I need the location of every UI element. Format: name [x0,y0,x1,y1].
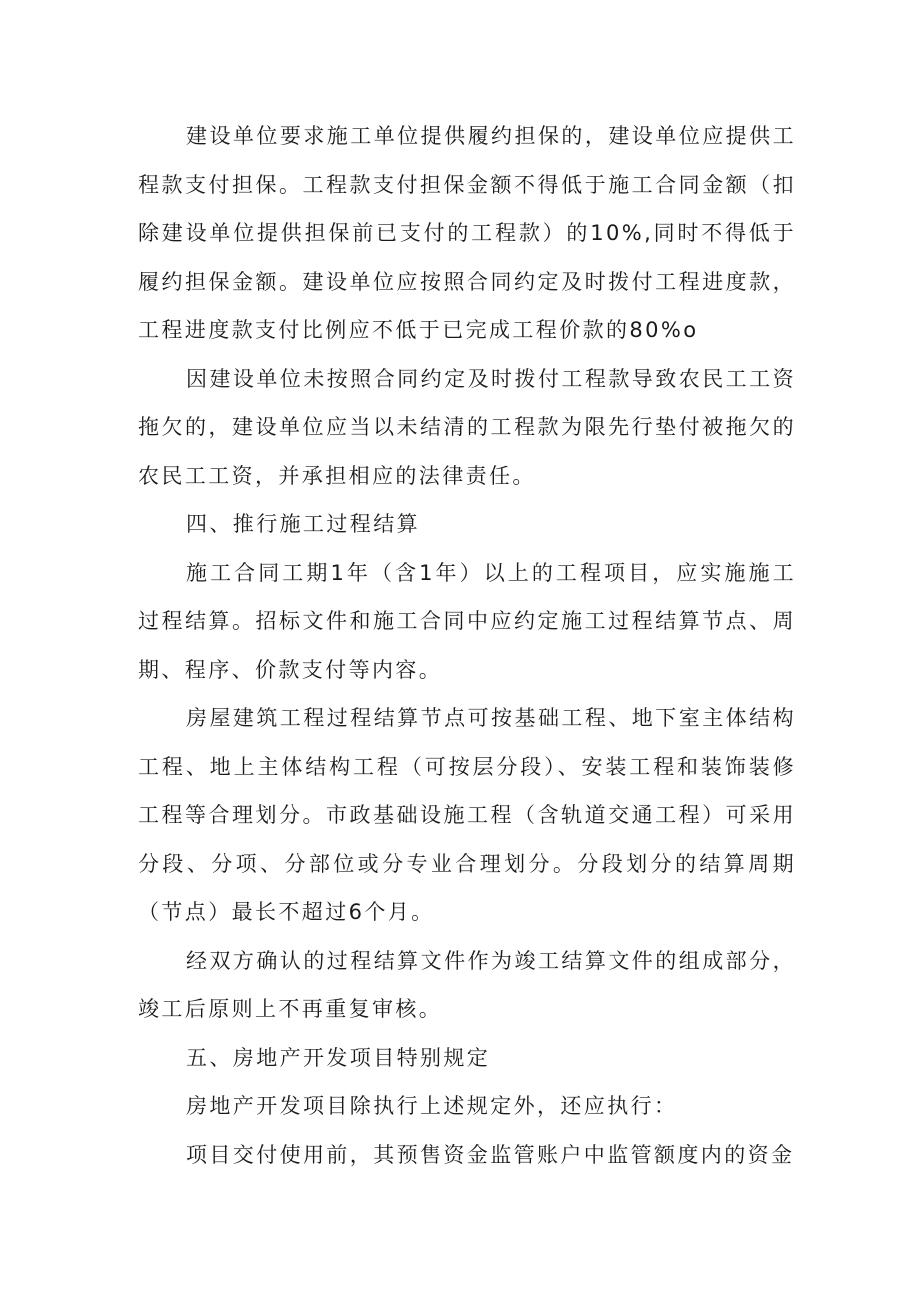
paragraph-contract-period: 施工合同工期1年（含1年）以上的工程项目，应实施施工过程结算。招标文件和施工合同中应约定施工过程结算节点、周期、程序、价款支付等内容。 [138,560,796,682]
paragraph-settlement-nodes: 房屋建筑工程过程结算节点可按基础工程、地下室主体结构工程、地上主体结构工程（可按层分段）、安装工程和装饰装修工程等合理划分。市政基础设施工程（含轨道交通工程）可采用分段、分项、分部位或分专业合理划分。分段划分的结算周期（节点）最长不超过6个月。 [138,706,796,924]
paragraph-payment-guarantee: 建设单位要求施工单位提供履约担保的，建设单位应提供工程款支付担保。工程款支付担保金额不得低于施工合同金额（扣除建设单位提供担保前已支付的工程款）的10%,同时不得低于履约担保金额。建设单位应按照合同约定及时拨付工程进度款，工程进度款支付比例应不低于已完成工程价款的80%o [138,124,796,342]
section-heading-process-settlement: 四、推行施工过程结算 [186,512,420,536]
paragraph-presale-funds: 项目交付使用前，其预售资金监管账户中监管额度内的资金 [186,1142,795,1167]
paragraph-real-estate-intro: 房地产开发项目除执行上述规定外，还应执行： [186,1094,678,1118]
paragraph-wage-arrears: 因建设单位未按照合同约定及时拨付工程款导致农民工工资拖欠的，建设单位应当以未结清的工程款为限先行垫付被拖欠的农民工工资，并承担相应的法律责任。 [138,366,796,488]
section-heading-real-estate: 五、房地产开发项目特别规定 [186,1045,491,1070]
document-body [138,112,796,1179]
paragraph-confirmed-settlement: 经双方确认的过程结算文件作为竣工结算文件的组成部分，竣工后原则上不再重复审核。 [138,948,796,1021]
